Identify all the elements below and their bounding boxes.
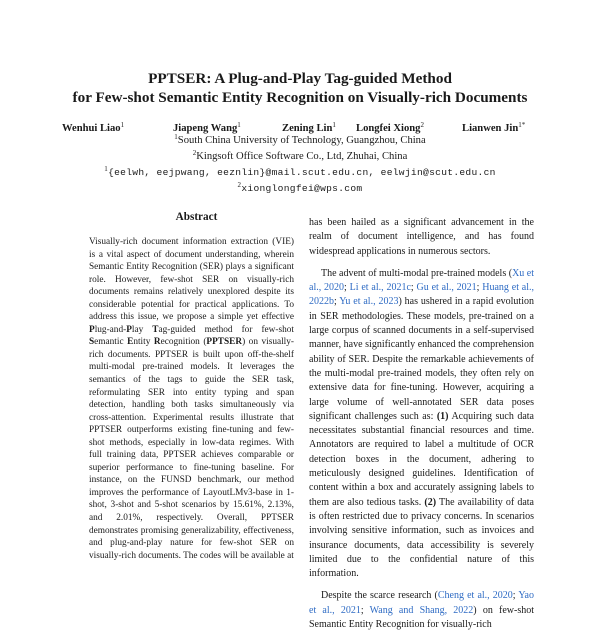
intro-paragraph: has been hailed as a significant advancement in the realm of document intelligence, and has found widespread applications in numerous sectors. bbox=[309, 217, 534, 257]
email: $^2$xionglongfei@wps.com bbox=[237, 181, 363, 194]
title-line-1: PPTSER: A Plug-and-Play Tag-guided Method bbox=[148, 70, 452, 87]
citation-link[interactable]: Cheng et al., 2020 bbox=[437, 590, 513, 602]
affiliation: $^1$South China University of Technology, Guangzhou, China bbox=[174, 133, 426, 146]
affiliations bbox=[0, 131, 600, 195]
author: Zening Lin$^1$ bbox=[282, 121, 336, 134]
citation-link[interactable]: Yao et al., 2021 bbox=[309, 590, 534, 616]
intro-paragraph: Despite the scarce research (Cheng et al., 2020; Yao et al., 2021; Wang and Shang, 2022) on few-shot Semantic Entity Recognition for visually-rich bbox=[309, 590, 535, 631]
paper-title bbox=[0, 69, 600, 107]
citation-link[interactable]: Huang et al., 2022b bbox=[309, 282, 535, 308]
abstract-text: Visually-rich document information extraction (VIE) is a vital aspect of document understanding, wherein Semantic Entity Recognition (SER) plays a significant role. However, few-shot SER on visually-rich documents remains relatively unexplored despite its considerable potential for practical applications. To address this issue, we propose a simple yet effective Plug-and-Play Tag-guided method for few-shot Semantic Entity Recognition (PPTSER) on visually-rich documents. PPTSER is built upon off-the-shelf multi-modal pre-trained models. It leverages the semantics of the tags to guide the SER task, reformulating SER into entity typing and span detection, handling both tasks simultaneously via cross-attention. Experimental results illustrate that PPTSER outperforms existing fine-tuning and few-shot methods, especially in low-data regimes. With full training data, PPTSER achieves comparable or superior performance to fine-tuning baseline. For instance, on the FUNSD benchmark, our method improves the performance of LayoutLMv3-base in 1-shot, 3-shot and 5-shot scenarios by 15.61%, 2.13%, and 2.01%, respectively. Overall, PPTSER demonstrates promising generalizability, effectiveness, and plug-and-play nature for few-shot SER on visually-rich documents. The codes will be available at bbox=[89, 237, 295, 561]
citation-link[interactable]: Li et al., 2021c bbox=[349, 282, 411, 294]
author: Wenhui Liao$^1$ bbox=[62, 121, 125, 134]
intro-paragraph: The advent of multi-modal pre-trained models (Xu et al., 2020; Li et al., 2021c; Gu et al., 2021; Huang et al., 2022b; Yu et al., 2023) has ushered in a rapid evolution in SER methodologies. These models, pre-trained on a large corpus of scanned documents in a self-supervised manner, have significantly enhanced the comprehension ability of SER. Despite the remarkable achievements of the multi-modal pre-trained models, they often rely on extensive data for fine-tuning. However, acquiring a large volume of well-annotated SER data poses significant challenges such as: (1) Acquiring such data necessitates substantial financial resources and time. Annotators are required to label a multitude of OCR detection boxes in the document, adhering to meticulously designed guidelines. Identification of content within a box and accurately assigning labels to them are also tedious tasks. (2) The availability of data is often restricted due to privacy concerns. In scenarios involving sensitive information, such as invoices and insurance documents, data accessibility is severely limited due to the confidential nature of this information. bbox=[309, 267, 535, 580]
citation-link[interactable]: Xu et al., 2020 bbox=[309, 267, 535, 294]
introduction-column bbox=[309, 216, 534, 632]
affiliation: $^2$Kingsoft Office Software Co., Ltd, Zhuhai, China bbox=[192, 149, 408, 162]
citation-link[interactable]: Gu et al., 2021 bbox=[416, 282, 477, 294]
email: $^1${eelwh, eejpwang, eeznlin}@mail.scut.edu.cn, eelwjin@scut.edu.cn bbox=[104, 165, 496, 178]
citation-link[interactable]: Yu et al., 2023 bbox=[339, 296, 399, 308]
author-list bbox=[0, 118, 600, 132]
author: Lianwen Jin$^{1*}$ bbox=[462, 121, 526, 134]
title-line-2: for Few-shot Semantic Entity Recognition on Visually-rich Documents bbox=[72, 89, 528, 106]
author: Jiapeng Wang$^1$ bbox=[173, 121, 241, 134]
author: Longfei Xiong$^2$ bbox=[356, 121, 424, 134]
citation-link[interactable]: Wang and Shang, 2022 bbox=[369, 604, 474, 616]
abstract-heading: Abstract bbox=[175, 211, 218, 223]
